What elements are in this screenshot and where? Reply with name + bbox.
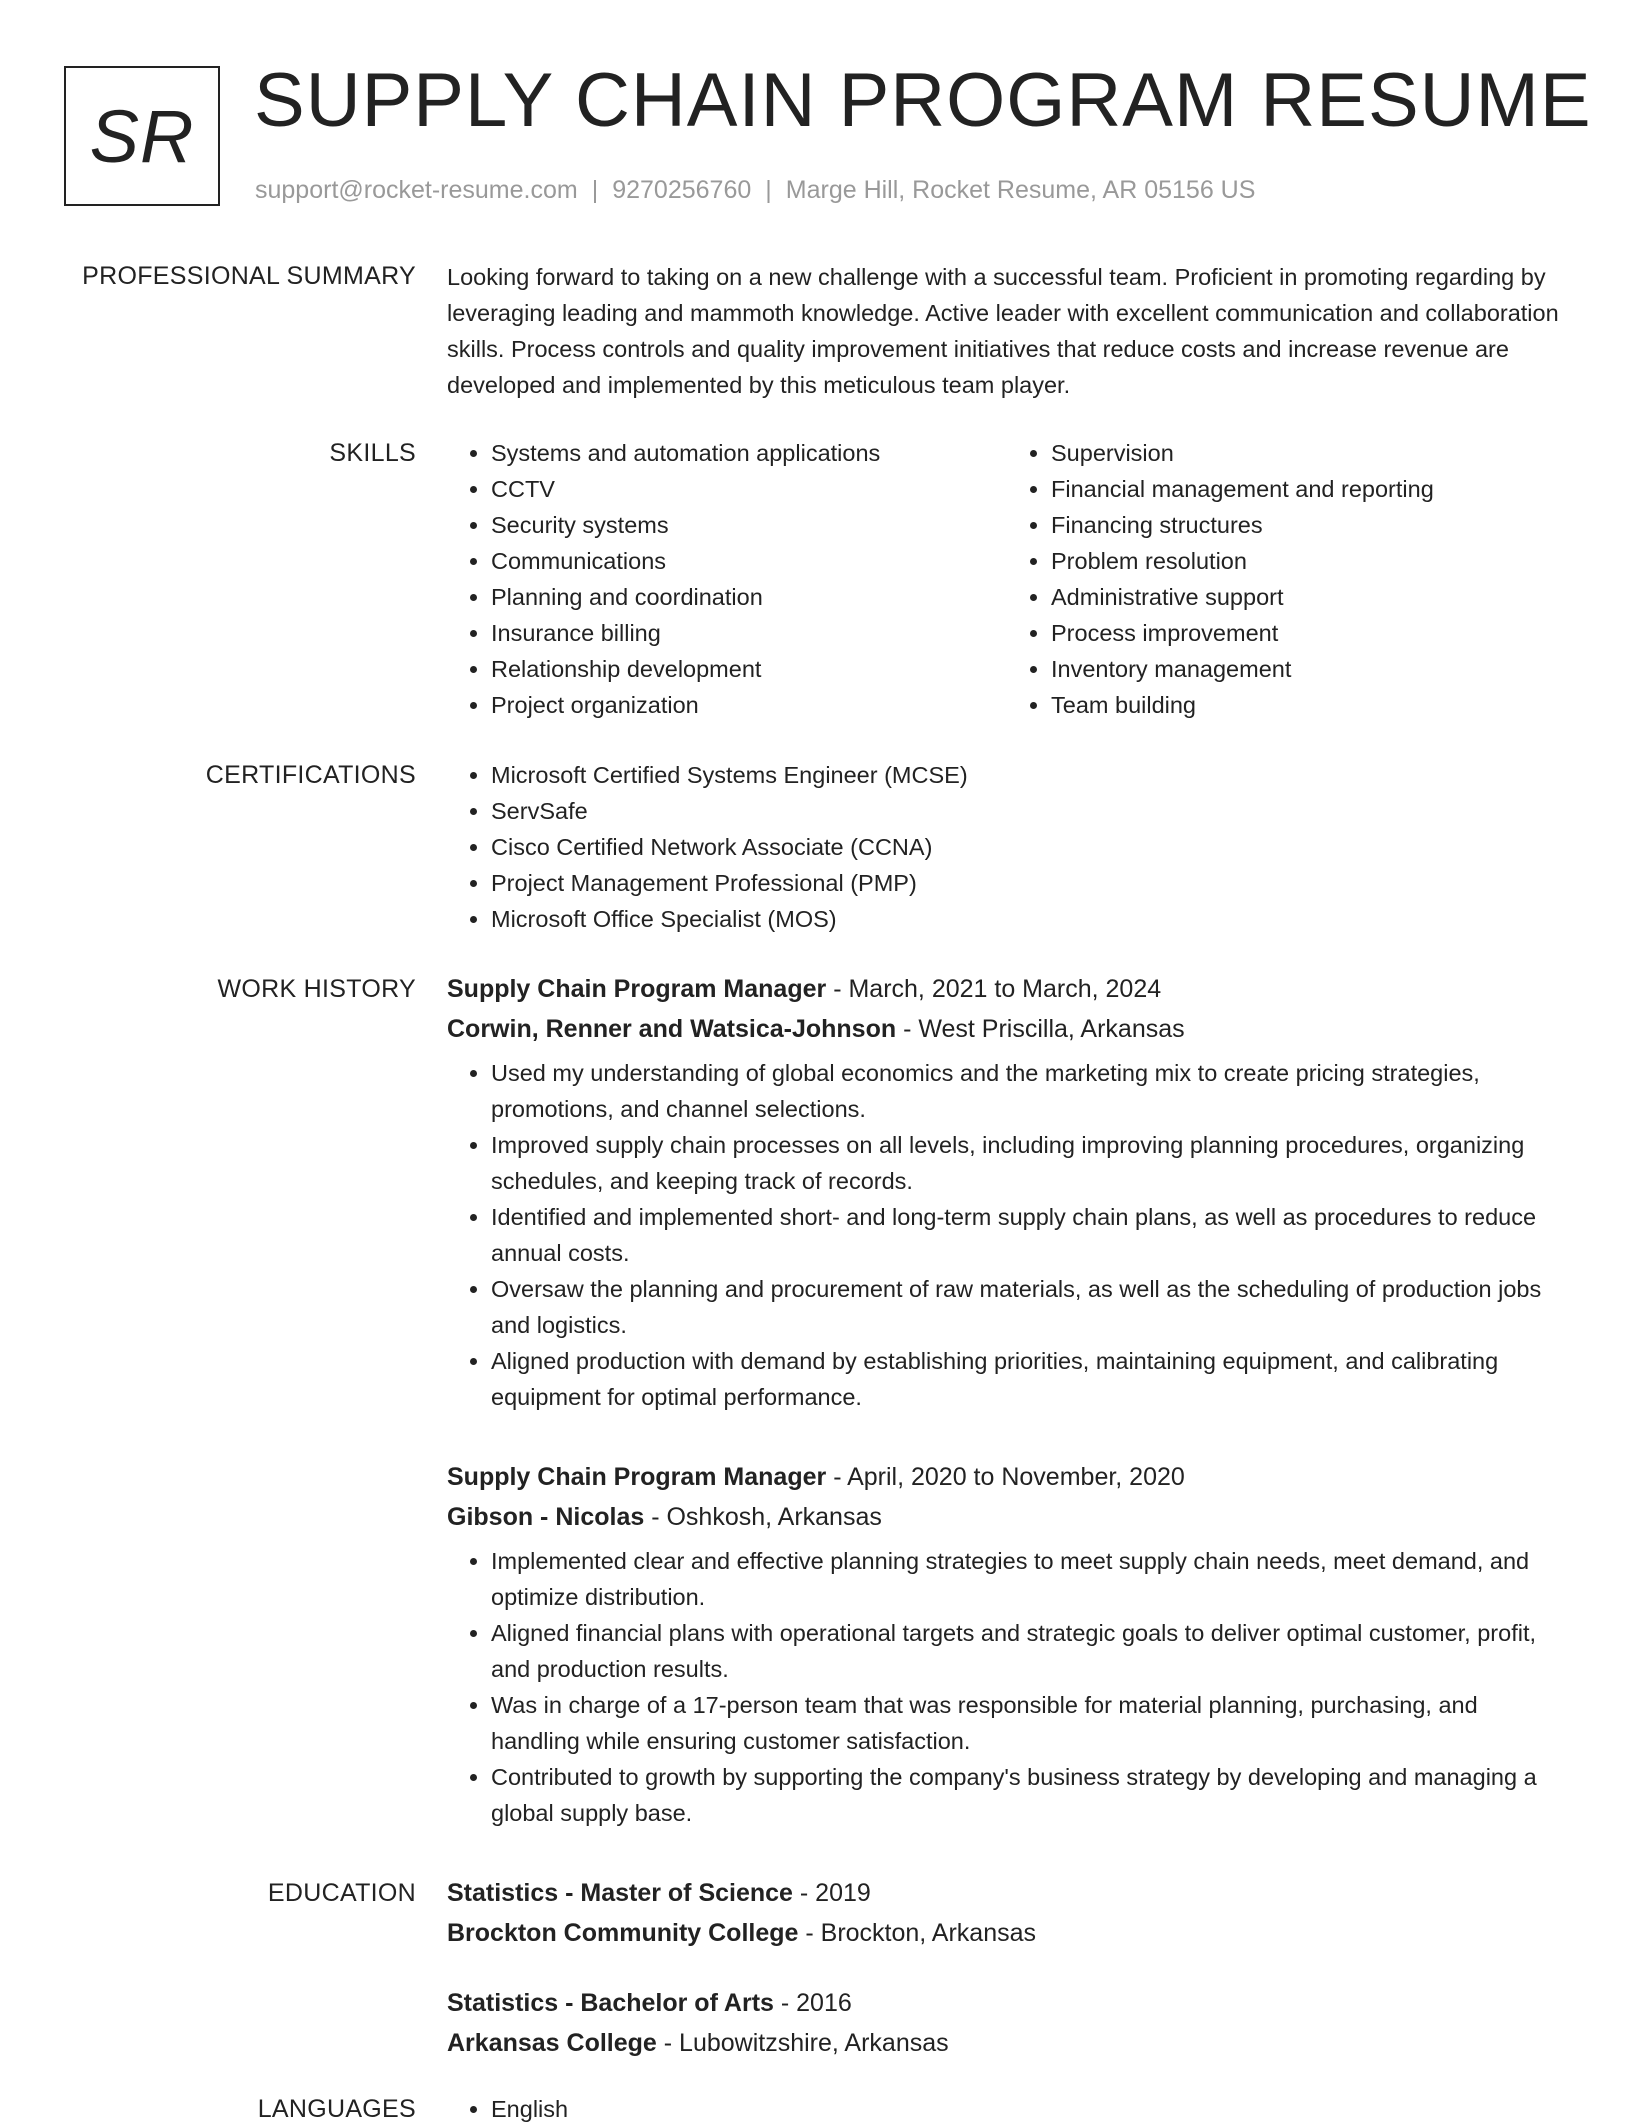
- certification-item: • ServSafe: [491, 793, 1567, 829]
- degree-year: - 2019: [792, 1879, 871, 1907]
- skill-item: • Security systems: [491, 507, 1007, 543]
- certifications-list: [447, 757, 1567, 937]
- skill-item: • Communications: [491, 543, 1007, 579]
- degree-line: [447, 1873, 1567, 1913]
- skill-item: • Planning and coordination: [491, 579, 1007, 615]
- job-dates: - April, 2020 to November, 2020: [826, 1463, 1185, 1491]
- job-bullet: • Was in charge of a 17-person team that was responsible for material planning, purchasing, and handling while ensuring customer satisfaction.: [491, 1687, 1567, 1759]
- job-title: Supply Chain Program Manager: [447, 1463, 827, 1491]
- education-section-2: [447, 1983, 1567, 2063]
- education-entry: [447, 1873, 1567, 1953]
- job-title-line: [447, 969, 1567, 1009]
- job-bullets: [447, 1055, 1567, 1415]
- certification-item: • Microsoft Office Specialist (MOS): [491, 901, 1567, 937]
- job-bullet: • Aligned financial plans with operational targets and strategic goals to deliver optimal customer, profit, and production results.: [491, 1615, 1567, 1687]
- skill-item: • Process improvement: [1051, 615, 1567, 651]
- job-bullet: • Aligned production with demand by establishing priorities, maintaining equipment, and calibrating equipment for optimal performance.: [491, 1343, 1567, 1415]
- job-location: - West Priscilla, Arkansas: [896, 1015, 1185, 1043]
- degree-year: - 2016: [773, 1989, 852, 2017]
- degree: Statistics - Master of Science: [447, 1879, 793, 1907]
- school-line: [447, 1913, 1567, 1953]
- certification-item: • Microsoft Certified Systems Engineer (MCSE): [491, 757, 1567, 793]
- summary-heading: PROFESSIONAL SUMMARY: [82, 262, 416, 290]
- languages-heading: LANGUAGES: [257, 2095, 416, 2123]
- summary-text: Looking forward to taking on a new challenge with a successful team. Proficient in promoting regarding by leveraging leading and mammoth knowledge. Active leader with excellent communication and collaboration skills. Process controls and quality improvement initiatives that reduce costs and increase revenue are developed and implemented by this meticulous team player.: [447, 264, 1559, 398]
- work-history-heading: WORK HISTORY: [217, 975, 416, 1003]
- certifications-section: [447, 757, 1567, 937]
- job-entry: [447, 969, 1567, 1415]
- job-bullet: • Improved supply chain processes on all levels, including improving planning procedures, organizing schedules, and keeping track of records.: [491, 1127, 1567, 1199]
- job-title-line: [447, 1457, 1567, 1497]
- job-company-line: [447, 1497, 1567, 1537]
- work-history-section-2: [447, 1457, 1567, 1831]
- job-bullet: • Contributed to growth by supporting the company's business strategy by developing and managing a global supply base.: [491, 1759, 1567, 1831]
- skills-section: [447, 435, 1567, 723]
- job-entry: [447, 1457, 1567, 1831]
- education-heading: EDUCATION: [267, 1879, 416, 1907]
- contact-address: Marge Hill, Rocket Resume, AR 05156 US: [785, 176, 1256, 204]
- initials-monogram: SR: [64, 66, 220, 206]
- summary-section: [447, 259, 1567, 403]
- job-company: Corwin, Renner and Watsica-Johnson: [447, 1015, 897, 1043]
- skills-list-left: [447, 435, 1007, 723]
- language-item: • English: [491, 2091, 1567, 2127]
- school: Brockton Community College: [447, 1919, 799, 1947]
- degree: Statistics - Bachelor of Arts: [447, 1989, 774, 2017]
- skill-item: • Inventory management: [1051, 651, 1567, 687]
- page-title: SUPPLY CHAIN PROGRAM RESUME: [254, 58, 1592, 143]
- job-bullet: • Used my understanding of global economics and the marketing mix to create pricing strategies, promotions, and channel selections.: [491, 1055, 1567, 1127]
- job-company-line: [447, 1009, 1567, 1049]
- contact-separator: |: [591, 176, 599, 204]
- job-bullet: • Identified and implemented short- and long-term supply chain plans, as well as procedures to reduce annual costs.: [491, 1199, 1567, 1271]
- skills-heading: SKILLS: [329, 439, 416, 467]
- job-location: - Oshkosh, Arkansas: [644, 1503, 882, 1531]
- job-company: Gibson - Nicolas: [447, 1503, 645, 1531]
- languages-list: [447, 2091, 1567, 2127]
- education-section: [447, 1873, 1567, 1953]
- languages-section: [447, 2091, 1567, 2127]
- school: Arkansas College: [447, 2029, 657, 2057]
- contact-phone: 9270256760: [612, 176, 752, 204]
- contact-email: support@rocket-resume.com: [255, 176, 578, 204]
- job-bullet: • Oversaw the planning and procurement of raw materials, as well as the scheduling of production jobs and logistics.: [491, 1271, 1567, 1343]
- degree-line: [447, 1983, 1567, 2023]
- skills-list-right: [1007, 435, 1567, 723]
- education-entry: [447, 1983, 1567, 2063]
- skill-item: • Project organization: [491, 687, 1007, 723]
- job-title: Supply Chain Program Manager: [447, 975, 827, 1003]
- school-line: [447, 2023, 1567, 2063]
- skill-item: • Team building: [1051, 687, 1567, 723]
- contact-separator: |: [765, 176, 772, 204]
- contact-line: [255, 174, 1255, 206]
- skill-item: • Administrative support: [1051, 579, 1567, 615]
- skill-item: • Financial management and reporting: [1051, 471, 1567, 507]
- skill-item: • Insurance billing: [491, 615, 1007, 651]
- skill-item: • Problem resolution: [1051, 543, 1567, 579]
- skill-item: • CCTV: [491, 471, 1007, 507]
- school-location: - Lubowitzshire, Arkansas: [656, 2029, 949, 2057]
- job-dates: - March, 2021 to March, 2024: [826, 975, 1162, 1003]
- skill-item: • Supervision: [1051, 435, 1567, 471]
- school-location: - Brockton, Arkansas: [798, 1919, 1037, 1947]
- job-bullets: [447, 1543, 1567, 1831]
- skill-item: • Financing structures: [1051, 507, 1567, 543]
- certification-item: • Cisco Certified Network Associate (CCNA): [491, 829, 1567, 865]
- skill-item: • Relationship development: [491, 651, 1007, 687]
- job-bullet: • Implemented clear and effective planning strategies to meet supply chain needs, meet demand, and optimize distribution.: [491, 1543, 1567, 1615]
- skill-item: • Systems and automation applications: [491, 435, 1007, 471]
- work-history-section: [447, 969, 1567, 1415]
- certification-item: • Project Management Professional (PMP): [491, 865, 1567, 901]
- certifications-heading: CERTIFICATIONS: [205, 761, 416, 789]
